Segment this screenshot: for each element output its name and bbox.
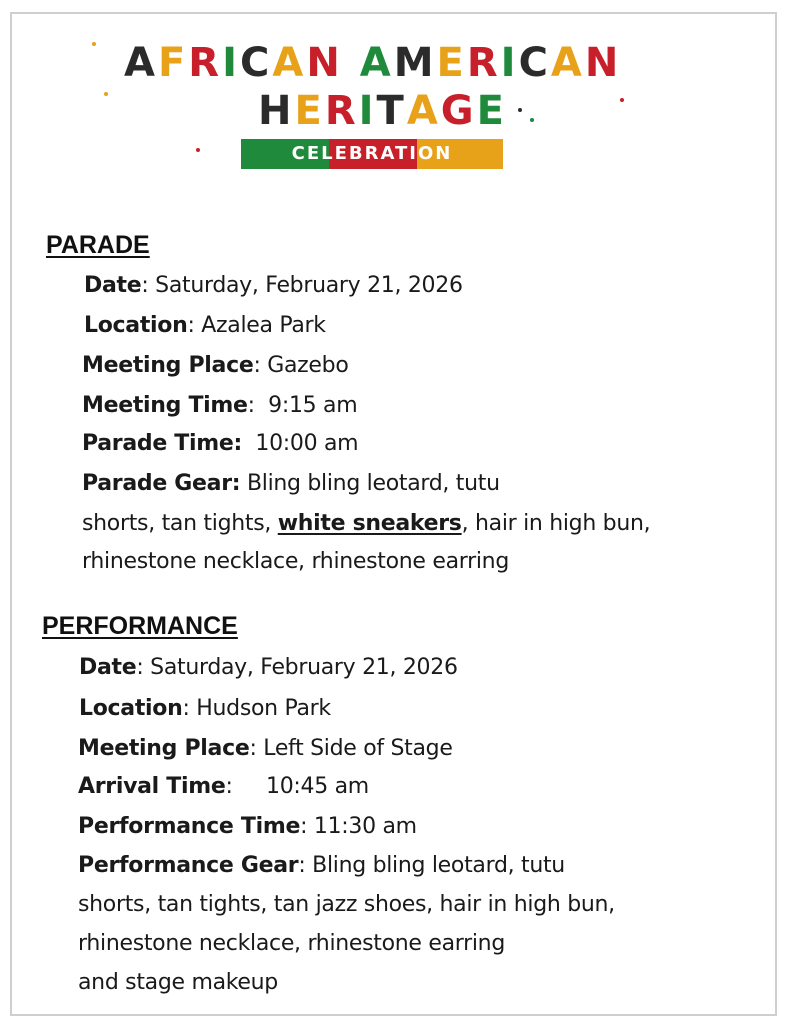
parade-location: Location: Azalea Park — [84, 313, 326, 338]
confetti-dot — [104, 92, 108, 96]
performance-date: Date: Saturday, February 21, 2026 — [79, 655, 458, 680]
performance-gear-line4: and stage makeup — [78, 970, 278, 995]
performance-meeting-place: Meeting Place: Left Side of Stage — [78, 736, 453, 761]
logo-band-text: CELEBRATION — [291, 143, 453, 164]
performance-gear: Performance Gear: Bling bling leotard, tutu — [78, 853, 565, 878]
parade-meeting-place: Meeting Place: Gazebo — [82, 353, 349, 378]
confetti-dot — [530, 118, 534, 122]
logo-title-line1: AFRICAN AMERICAN — [124, 40, 622, 86]
performance-heading: PERFORMANCE — [42, 612, 238, 640]
logo-title-line2: HERITAGE — [258, 88, 507, 134]
parade-time: Parade Time: 10:00 am — [82, 431, 359, 456]
celebration-logo — [0, 0, 787, 190]
performance-location: Location: Hudson Park — [79, 696, 331, 721]
parade-gear: Parade Gear: Bling bling leotard, tutu — [82, 471, 500, 496]
parade-meeting-time: Meeting Time: 9:15 am — [82, 393, 358, 418]
parade-heading: PARADE — [46, 231, 150, 259]
parade-gear-line2: shorts, tan tights, white sneakers, hair in high bun, — [82, 511, 651, 536]
confetti-dot — [620, 98, 624, 102]
performance-time: Performance Time: 11:30 am — [78, 814, 417, 839]
performance-arrival-time: Arrival Time: 10:45 am — [78, 774, 369, 799]
confetti-dot — [518, 108, 522, 112]
white-sneakers-emphasis: white sneakers — [277, 511, 462, 536]
parade-gear-line3: rhinestone necklace, rhinestone earring — [82, 549, 509, 574]
confetti-dot — [92, 42, 96, 46]
performance-gear-line2: shorts, tan tights, tan jazz shoes, hair in high bun, — [78, 892, 615, 917]
performance-gear-line3: rhinestone necklace, rhinestone earring — [78, 931, 505, 956]
parade-date: Date: Saturday, February 21, 2026 — [84, 273, 463, 298]
confetti-dot — [196, 148, 200, 152]
